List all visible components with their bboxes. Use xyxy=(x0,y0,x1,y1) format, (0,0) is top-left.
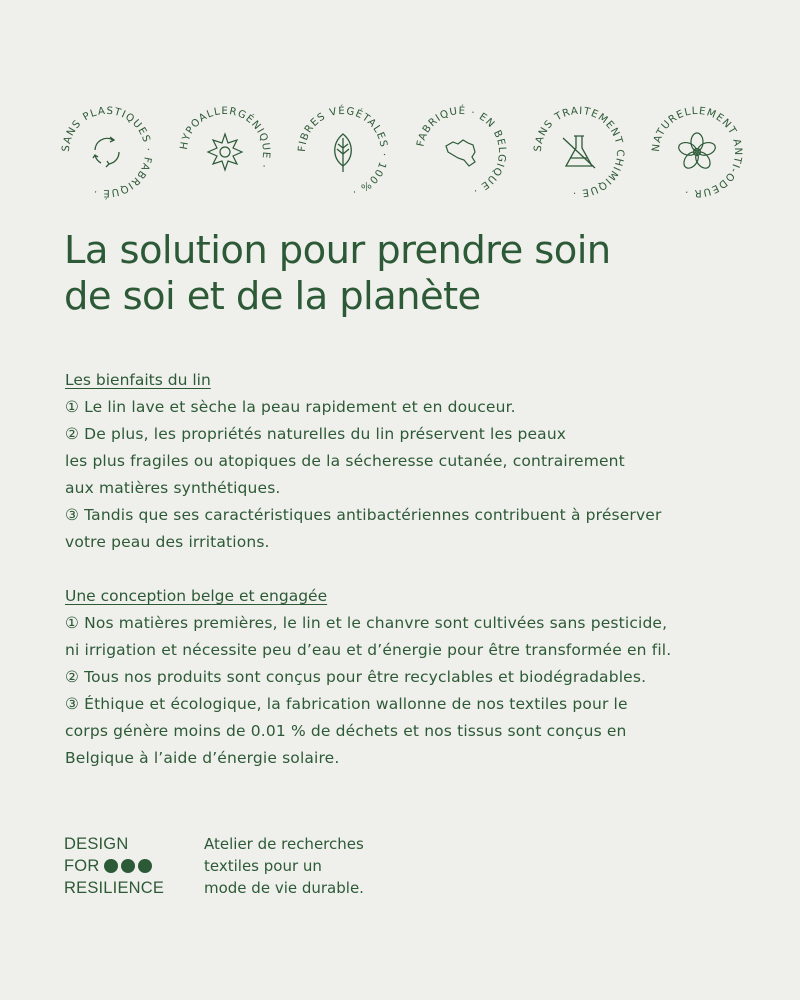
badge-ring-text: HYPOALLERGÉNIQUE · xyxy=(178,105,272,171)
section-heading: Une conception belge et engagée xyxy=(65,587,328,605)
body-line: aux matières synthétiques. xyxy=(65,479,281,497)
body-line: ② Tous nos produits sont conçus pour être recyclables et biodégradables. xyxy=(65,668,647,686)
brand-logo xyxy=(64,833,164,899)
page-title xyxy=(64,228,764,320)
logo-line-with-dots xyxy=(64,855,164,877)
footer xyxy=(64,833,464,913)
badge-fibres-vegetales xyxy=(291,100,395,204)
body-line: Belgique à l’aide d’énergie solaire. xyxy=(65,749,340,767)
body-line: les plus fragiles ou atopiques de la sécheresse cutanée, contrairement xyxy=(65,452,625,470)
body-line: corps génère moins de 0.01 % de déchets et nos tissus sont conçus en xyxy=(65,722,627,740)
recycle-icon xyxy=(93,137,119,167)
body-line: ② De plus, les propriétés naturelles du lin préservent les peaux xyxy=(65,425,567,443)
badge-row xyxy=(55,100,755,210)
badge-hypoallergenique xyxy=(173,100,277,204)
section-heading: Les bienfaits du lin xyxy=(65,371,211,389)
body-line: ① Nos matières premières, le lin et le chanvre sont cultivées sans pesticide, xyxy=(65,614,668,632)
body-line: ni irrigation et nécessite peu d’eau et d’énergie pour être transformée en fil. xyxy=(65,641,672,659)
belgium-map-icon xyxy=(446,140,475,166)
logo-line: RESILIENCE xyxy=(64,879,165,897)
badge-ring-text: SANS TRAITEMENT CHIMIQUE · xyxy=(532,105,626,199)
body-line: ③ Tandis que ses caractéristiques antibactériennes contribuent à préserver xyxy=(65,506,662,524)
tagline xyxy=(204,833,364,899)
title-line: de soi et de la planète xyxy=(64,274,481,319)
section-conception xyxy=(65,583,755,772)
badge-sans-traitement-chimique xyxy=(527,100,631,204)
badge-fabrique-en-belgique xyxy=(409,100,513,204)
body-line: ③ Éthique et écologique, la fabrication wallonne de nos textiles pour le xyxy=(65,695,628,713)
badge-ring-text: NATURELLEMENT ANTI-ODEUR · xyxy=(650,105,744,199)
logo-line: FOR xyxy=(64,857,100,875)
body-line: ① Le lin lave et sèche la peau rapidement et en douceur. xyxy=(65,398,516,416)
badge-sans-plastiques xyxy=(55,100,159,204)
badge-ring-text: FABRIQUÉ · EN BELGIQUE · xyxy=(415,105,508,197)
crossed-flask-icon xyxy=(563,136,595,168)
badge-naturellement-anti-odeur xyxy=(645,100,749,204)
body-line: votre peau des irritations. xyxy=(65,533,270,551)
badge-ring-text: SANS PLASTIQUES · FABRIQUÉ · xyxy=(60,105,154,199)
section-bienfaits xyxy=(65,367,755,556)
tagline-line: textiles pour un xyxy=(204,857,322,875)
leaf-icon xyxy=(335,134,352,172)
badge-ring-text: FIBRES VÉGÉTALES · 100% · xyxy=(296,105,390,197)
flower-icon xyxy=(677,133,717,171)
tagline-line: mode de vie durable. xyxy=(204,879,364,897)
title-line: La solution pour prendre soin xyxy=(64,228,611,273)
tagline-line: Atelier de recherches xyxy=(204,835,364,853)
logo-line: DESIGN xyxy=(64,835,129,853)
three-dots-icon xyxy=(101,859,152,873)
sparkle-burst-icon xyxy=(208,134,242,170)
